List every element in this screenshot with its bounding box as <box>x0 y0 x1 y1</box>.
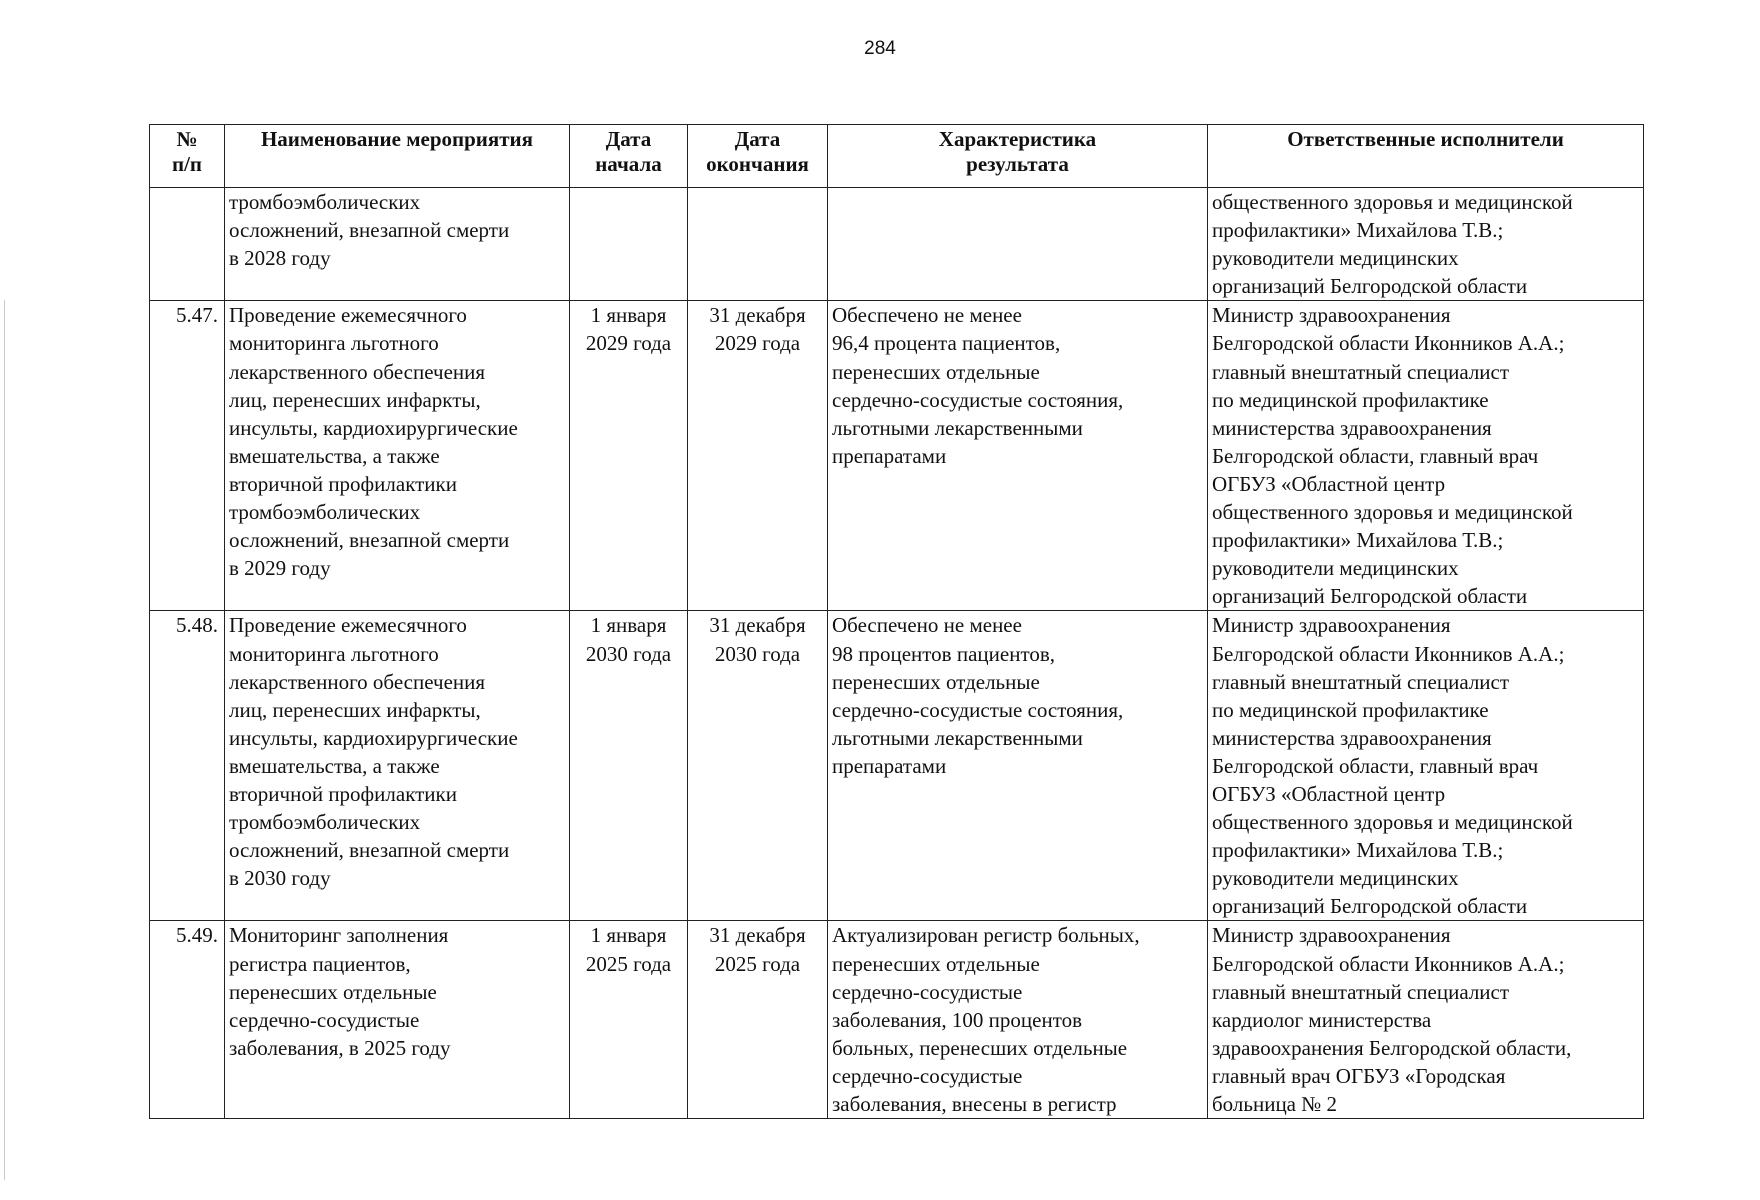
end-date: 31 декабря 2029 года <box>688 301 828 611</box>
table-header-row <box>150 125 1644 188</box>
scan-edge-line <box>4 300 5 1180</box>
responsible-persons: Министр здравоохранения Белгородской области Иконников А.А.; главный внештатный специалист кардиолог министерства здравоохранения Белгородской области, главный врач ОГБУЗ «Городская больница № 2 <box>1208 921 1644 1119</box>
event-name: Проведение ежемесячного мониторинга льготного лекарственного обеспечения лиц, перенесших инфаркты, инсульты, кардиохирургические вмешательства, а также вторичной профилактики тромбоэмболических осложнений, внезапной смерти в 2029 году <box>225 301 570 611</box>
row-number: 5.49. <box>150 921 225 1119</box>
header-event-name: Наименование мероприятия <box>225 125 570 188</box>
end-date: 31 декабря 2025 года <box>688 921 828 1119</box>
events-table <box>149 124 1644 1119</box>
table-row <box>150 611 1644 921</box>
header-start-date: Дата начала <box>570 125 688 188</box>
table-row <box>150 301 1644 611</box>
event-name: тромбоэмболических осложнений, внезапной смерти в 2028 году <box>225 188 570 301</box>
start-date: 1 января 2025 года <box>570 921 688 1119</box>
row-number: 5.48. <box>150 611 225 921</box>
row-number <box>150 188 225 301</box>
responsible-persons: общественного здоровья и медицинской профилактики» Михайлова Т.В.; руководители медицинских организаций Белгородской области <box>1208 188 1644 301</box>
result-description: Актуализирован регистр больных, перенесших отдельные сердечно-сосудистые заболевания, 100 процентов больных, перенесших отдельные сердечно-сосудистые заболевания, внесены в регистр <box>828 921 1208 1119</box>
result-description: Обеспечено не менее 96,4 процента пациентов, перенесших отдельные сердечно-сосудистые состояния, льготными лекарственными препаратами <box>828 301 1208 611</box>
header-number: № п/п <box>150 125 225 188</box>
header-responsible: Ответственные исполнители <box>1208 125 1644 188</box>
header-end-date: Дата окончания <box>688 125 828 188</box>
page-number: 284 <box>864 38 896 59</box>
responsible-persons: Министр здравоохранения Белгородской области Иконников А.А.; главный внештатный специалист по медицинской профилактике министерства здравоохранения Белгородской области, главный врач ОГБУЗ «Областной центр общественного здоровья и медицинской профилактики» Михайлова Т.В.; руководители медицинских организаций Белгородской области <box>1208 611 1644 921</box>
row-number: 5.47. <box>150 301 225 611</box>
event-name: Проведение ежемесячного мониторинга льготного лекарственного обеспечения лиц, перенесших инфаркты, инсульты, кардиохирургические вмешательства, а также вторичной профилактики тромбоэмболических осложнений, внезапной смерти в 2030 году <box>225 611 570 921</box>
end-date <box>688 188 828 301</box>
header-result: Характеристика результата <box>828 125 1208 188</box>
result-description <box>828 188 1208 301</box>
event-name: Мониторинг заполнения регистра пациентов, перенесших отдельные сердечно-сосудистые заболевания, в 2025 году <box>225 921 570 1119</box>
result-description: Обеспечено не менее 98 процентов пациентов, перенесших отдельные сердечно-сосудистые состояния, льготными лекарственными препаратами <box>828 611 1208 921</box>
table-row <box>150 921 1644 1119</box>
end-date: 31 декабря 2030 года <box>688 611 828 921</box>
table-row <box>150 188 1644 301</box>
start-date: 1 января 2029 года <box>570 301 688 611</box>
responsible-persons: Министр здравоохранения Белгородской области Иконников А.А.; главный внештатный специалист по медицинской профилактике министерства здравоохранения Белгородской области, главный врач ОГБУЗ «Областной центр общественного здоровья и медицинской профилактики» Михайлова Т.В.; руководители медицинских организаций Белгородской области <box>1208 301 1644 611</box>
start-date: 1 января 2030 года <box>570 611 688 921</box>
start-date <box>570 188 688 301</box>
